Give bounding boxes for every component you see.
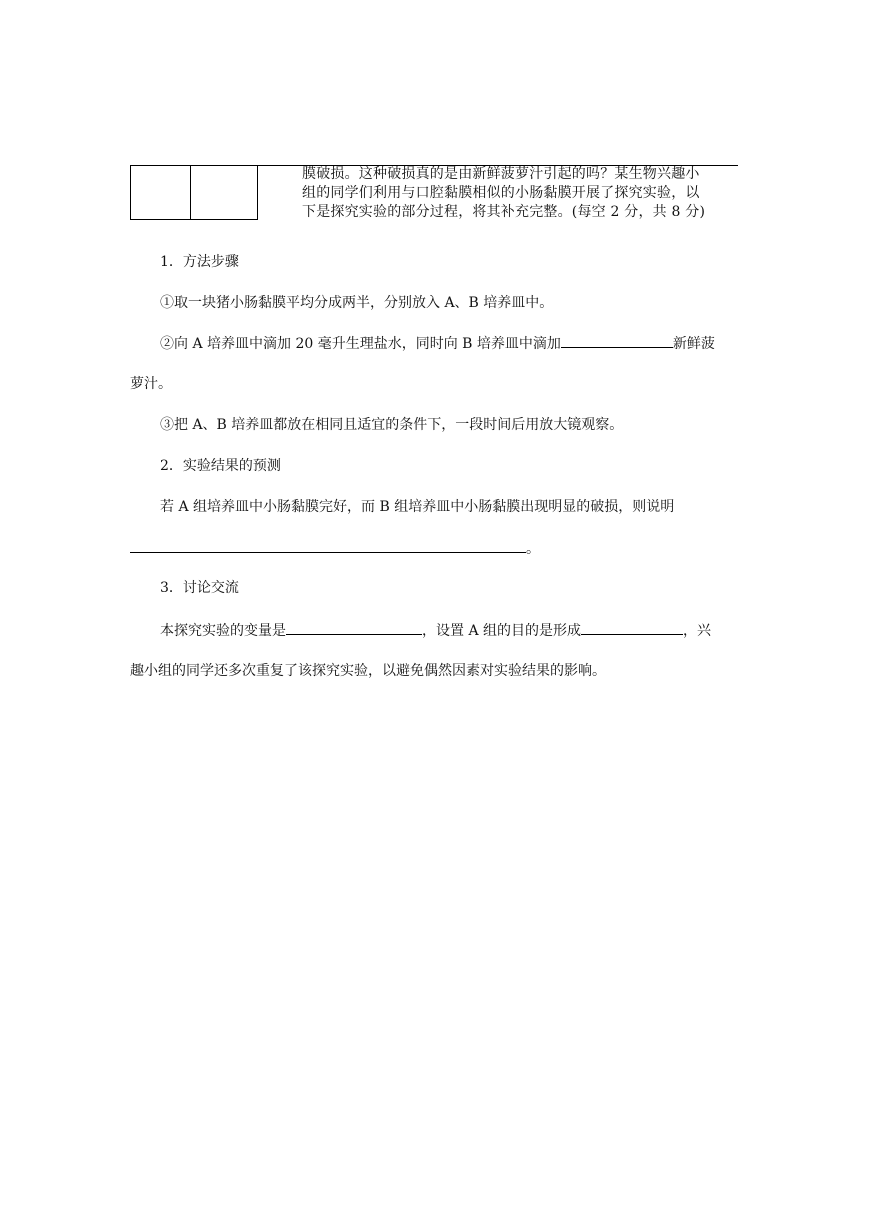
step2-line (160, 333, 715, 354)
section2-heading: 2．实验结果的预测 (160, 458, 281, 474)
question-line-2: 组的同学们利用与口腔黏膜相似的小肠黏膜开展了探究实验，以 (302, 185, 700, 201)
section1-heading: 1．方法步骤 (160, 254, 239, 270)
question-line-3: 下是探究实验的部分过程，将其补充完整。(每空 2 分，共 8 分) (302, 204, 706, 220)
table-cell-number (130, 165, 191, 220)
section3-text-a: 本探究实验的变量是 (160, 623, 286, 639)
table-cell-question-text (302, 165, 738, 222)
section2-answer-line (130, 538, 540, 559)
section3-line1 (160, 620, 711, 641)
question-line-1: 膜破损。这种破损真的是由新鲜菠萝汁引起的吗？某生物兴趣小 (302, 166, 700, 182)
step2-text-before: ②向 A 培养皿中滴加 20 毫升生理盐水，同时向 B 培养皿中滴加 (160, 336, 561, 352)
section3-line2: 趣小组的同学还多次重复了该探究实验，以避免偶然因素对实验结果的影响。 (130, 663, 606, 679)
step2-continuation: 萝汁。 (130, 376, 172, 392)
section3-text-b: ，设置 A 组的目的是形成 (422, 623, 582, 639)
section2-text: 若 A 组培养皿中小肠黏膜完好，而 B 组培养皿中小肠黏膜出现明显的破损，则说明 (160, 499, 675, 515)
step2-blank[interactable] (561, 333, 673, 348)
step3-text: ③把 A、B 培养皿都放在相同且适宜的条件下，一段时间后用放大镜观察。 (160, 417, 624, 433)
question-table-fragment (130, 165, 738, 220)
section2-end: 。 (526, 541, 540, 557)
step1-text: ①取一块猪小肠黏膜平均分成两半，分别放入 A、B 培养皿中。 (160, 295, 554, 311)
purpose-blank[interactable] (581, 620, 683, 635)
variable-blank[interactable] (286, 620, 422, 635)
table-cell-score (190, 165, 258, 220)
section3-text-c: ，兴 (683, 623, 712, 639)
step2-text-after: 新鲜菠 (672, 336, 715, 352)
section2-blank[interactable] (130, 538, 526, 553)
section3-heading: 3．讨论交流 (160, 580, 239, 596)
